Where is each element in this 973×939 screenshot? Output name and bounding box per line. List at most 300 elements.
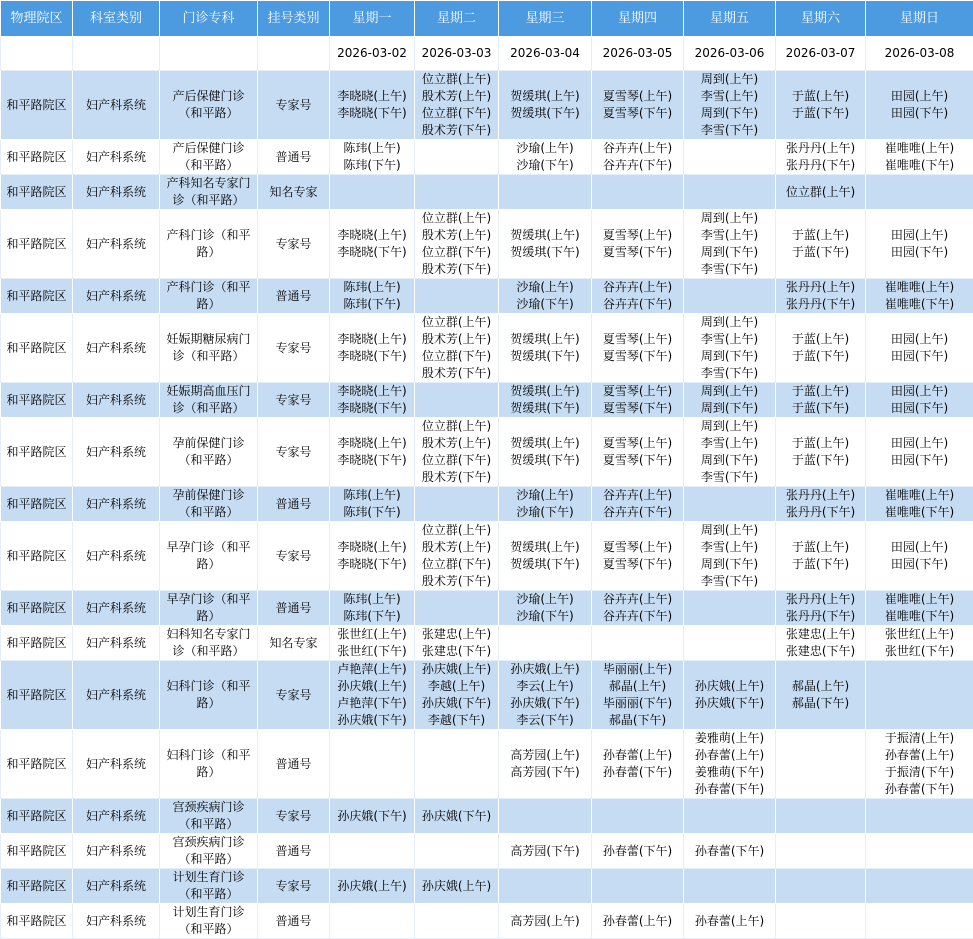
slot-cell-thursday — [592, 383, 684, 418]
schedule-row — [1, 626, 973, 661]
doctor-slot: 毕丽丽(下午) — [593, 695, 682, 712]
slot-cell-thursday — [592, 210, 684, 279]
slot-cell-friday — [684, 522, 776, 591]
doctor-slot: 孙春蕾(下午) — [867, 781, 972, 798]
doctor-slot: 孙庆娥(下午) — [685, 695, 774, 712]
slot-cell-wednesday — [499, 591, 592, 626]
header-wednesday: 星期三 — [499, 1, 592, 37]
doctor-slot: 田园(上午) — [867, 383, 972, 400]
doctor-slot: 殷术芳(下午) — [416, 469, 497, 486]
dept-cell: 妇产科系统 — [73, 904, 160, 939]
doctor-slot: 李晓晓(上午) — [331, 227, 413, 244]
doctor-slot: 于振清(下午) — [867, 764, 972, 781]
doctor-slot: 位立群(上午) — [416, 71, 497, 88]
doctor-slot: 贺缓琪(下午) — [500, 348, 590, 365]
doctor-slot: 孙庆娥(上午) — [685, 678, 774, 695]
doctor-slot: 李雪(上午) — [685, 435, 774, 452]
slot-cell-wednesday — [499, 175, 592, 210]
clinic-cell: 妇科知名专家门诊（和平路） — [160, 626, 258, 661]
doctor-slot: 陈玮(下午) — [331, 296, 413, 313]
doctor-slot: 谷卉卉(下午) — [593, 504, 682, 521]
doctor-slot: 崔唯唯(上午) — [867, 591, 972, 608]
doctor-slot: 张丹丹(上午) — [777, 279, 864, 296]
slot-cell-sunday — [866, 418, 973, 487]
slot-cell-saturday — [776, 487, 866, 522]
doctor-slot: 谷卉卉(上午) — [593, 487, 682, 504]
clinic-cell: 产科知名专家门诊（和平路） — [160, 175, 258, 210]
slot-cell-monday — [330, 175, 415, 210]
slot-cell-friday — [684, 626, 776, 661]
slot-cell-thursday — [592, 626, 684, 661]
doctor-slot: 陈玮(上午) — [331, 487, 413, 504]
doctor-slot: 张丹丹(上午) — [777, 140, 864, 157]
header-clinic: 门诊专科 — [160, 1, 258, 37]
schedule-row — [1, 591, 973, 626]
dept-cell: 妇产科系统 — [73, 661, 160, 730]
slot-cell-wednesday — [499, 418, 592, 487]
doctor-slot: 李晓晓(上午) — [331, 383, 413, 400]
doctor-slot: 张建忠(上午) — [777, 626, 864, 643]
header-saturday: 星期六 — [776, 1, 866, 37]
doctor-slot: 贺缓琪(上午) — [500, 88, 590, 105]
doctor-slot: 殷术芳(上午) — [416, 88, 497, 105]
doctor-slot: 沙瑜(上午) — [500, 487, 590, 504]
reg-type-cell: 普通号 — [258, 140, 330, 175]
slot-cell-monday — [330, 799, 415, 834]
slot-cell-thursday — [592, 418, 684, 487]
header-reg-type: 挂号类别 — [258, 1, 330, 37]
dept-cell: 妇产科系统 — [73, 799, 160, 834]
dept-cell: 妇产科系统 — [73, 522, 160, 591]
dept-cell: 妇产科系统 — [73, 626, 160, 661]
slot-cell-tuesday — [415, 210, 499, 279]
doctor-slot: 崔唯唯(上午) — [867, 279, 972, 296]
doctor-slot: 田园(上午) — [867, 539, 972, 556]
slot-cell-thursday — [592, 834, 684, 869]
doctor-slot: 李雪(下午) — [685, 469, 774, 486]
doctor-slot: 夏雪琴(下午) — [593, 556, 682, 573]
doctor-slot: 于蓝(下午) — [777, 105, 864, 122]
reg-type-cell: 普通号 — [258, 904, 330, 939]
date-monday: 2026-03-02 — [330, 37, 415, 71]
reg-type-cell: 专家号 — [258, 799, 330, 834]
doctor-slot: 李云(上午) — [500, 678, 590, 695]
dept-cell: 妇产科系统 — [73, 591, 160, 626]
doctor-slot: 李雪(下午) — [685, 122, 774, 139]
dept-cell: 妇产科系统 — [73, 383, 160, 418]
doctor-slot: 田园(下午) — [867, 452, 972, 469]
slot-cell-wednesday — [499, 626, 592, 661]
slot-cell-friday — [684, 383, 776, 418]
doctor-slot: 夏雪琴(上午) — [593, 383, 682, 400]
slot-cell-saturday — [776, 730, 866, 799]
doctor-slot: 谷卉卉(下午) — [593, 608, 682, 625]
doctor-slot: 张丹丹(上午) — [777, 487, 864, 504]
slot-cell-monday — [330, 834, 415, 869]
slot-cell-sunday — [866, 279, 973, 314]
doctor-slot: 陈玮(上午) — [331, 279, 413, 296]
date-blank — [73, 37, 160, 71]
dept-cell: 妇产科系统 — [73, 730, 160, 799]
doctor-slot: 殷术芳(下午) — [416, 122, 497, 139]
doctor-slot: 沙瑜(上午) — [500, 140, 590, 157]
doctor-slot: 于蓝(上午) — [777, 383, 864, 400]
doctor-slot: 贺缓琪(上午) — [500, 539, 590, 556]
doctor-slot: 沙瑜(上午) — [500, 591, 590, 608]
slot-cell-sunday — [866, 175, 973, 210]
schedule-row — [1, 383, 973, 418]
doctor-slot: 李晓晓(上午) — [331, 331, 413, 348]
doctor-slot: 沙瑜(下午) — [500, 157, 590, 174]
slot-cell-tuesday — [415, 71, 499, 140]
schedule-row — [1, 869, 973, 904]
slot-cell-sunday — [866, 210, 973, 279]
doctor-slot: 李雪(上午) — [685, 227, 774, 244]
doctor-slot: 陈玮(下午) — [331, 608, 413, 625]
slot-cell-wednesday — [499, 487, 592, 522]
slot-cell-tuesday — [415, 591, 499, 626]
slot-cell-monday — [330, 730, 415, 799]
slot-cell-friday — [684, 140, 776, 175]
slot-cell-monday — [330, 591, 415, 626]
doctor-slot: 孙春蕾(上午) — [685, 913, 774, 930]
schedule-row — [1, 661, 973, 730]
campus-cell: 和平路院区 — [1, 522, 73, 591]
slot-cell-tuesday — [415, 799, 499, 834]
doctor-slot: 位立群(上午) — [416, 418, 497, 435]
slot-cell-thursday — [592, 591, 684, 626]
doctor-slot: 孙庆娥(上午) — [416, 878, 497, 895]
slot-cell-saturday — [776, 210, 866, 279]
campus-cell: 和平路院区 — [1, 591, 73, 626]
campus-cell: 和平路院区 — [1, 140, 73, 175]
doctor-slot: 殷术芳(上午) — [416, 539, 497, 556]
slot-cell-saturday — [776, 418, 866, 487]
doctor-slot: 李雪(上午) — [685, 88, 774, 105]
doctor-slot: 郝晶(下午) — [777, 695, 864, 712]
slot-cell-tuesday — [415, 383, 499, 418]
slot-cell-sunday — [866, 730, 973, 799]
doctor-slot: 沙瑜(下午) — [500, 504, 590, 521]
slot-cell-tuesday — [415, 661, 499, 730]
doctor-slot: 周到(下午) — [685, 400, 774, 417]
doctor-slot: 夏雪琴(上午) — [593, 227, 682, 244]
doctor-slot: 李雪(下午) — [685, 365, 774, 382]
campus-cell: 和平路院区 — [1, 279, 73, 314]
dept-cell: 妇产科系统 — [73, 487, 160, 522]
campus-cell: 和平路院区 — [1, 661, 73, 730]
doctor-slot: 周到(上午) — [685, 418, 774, 435]
slot-cell-tuesday — [415, 175, 499, 210]
doctor-slot: 李雪(下午) — [685, 261, 774, 278]
schedule-row — [1, 175, 973, 210]
doctor-slot: 周到(下午) — [685, 348, 774, 365]
doctor-slot: 张世红(下午) — [867, 643, 972, 660]
dept-cell: 妇产科系统 — [73, 210, 160, 279]
slot-cell-friday — [684, 591, 776, 626]
slot-cell-friday — [684, 71, 776, 140]
doctor-slot: 位立群(上午) — [777, 184, 864, 201]
doctor-slot: 殷术芳(下午) — [416, 261, 497, 278]
slot-cell-tuesday — [415, 279, 499, 314]
doctor-slot: 贺缓琪(上午) — [500, 331, 590, 348]
slot-cell-wednesday — [499, 383, 592, 418]
doctor-slot: 李雪(上午) — [685, 331, 774, 348]
header-thursday: 星期四 — [592, 1, 684, 37]
doctor-slot: 于蓝(上午) — [777, 331, 864, 348]
slot-cell-saturday — [776, 799, 866, 834]
slot-cell-friday — [684, 314, 776, 383]
slot-cell-tuesday — [415, 487, 499, 522]
doctor-slot: 毕丽丽(上午) — [593, 661, 682, 678]
slot-cell-wednesday — [499, 279, 592, 314]
slot-cell-monday — [330, 626, 415, 661]
doctor-slot: 张建忠(上午) — [416, 626, 497, 643]
reg-type-cell: 普通号 — [258, 834, 330, 869]
slot-cell-saturday — [776, 626, 866, 661]
slot-cell-monday — [330, 869, 415, 904]
doctor-slot: 张建忠(下午) — [416, 643, 497, 660]
doctor-slot: 崔唯唯(下午) — [867, 296, 972, 313]
header-sunday: 星期日 — [866, 1, 973, 37]
reg-type-cell: 普通号 — [258, 487, 330, 522]
doctor-slot: 孙春蕾(下午) — [685, 781, 774, 798]
doctor-slot: 孙春蕾(下午) — [593, 764, 682, 781]
dept-cell: 妇产科系统 — [73, 175, 160, 210]
slot-cell-monday — [330, 210, 415, 279]
slot-cell-friday — [684, 869, 776, 904]
doctor-slot: 殷术芳(上午) — [416, 435, 497, 452]
campus-cell: 和平路院区 — [1, 626, 73, 661]
slot-cell-saturday — [776, 869, 866, 904]
clinic-cell: 早孕门诊（和平路） — [160, 591, 258, 626]
slot-cell-monday — [330, 661, 415, 730]
doctor-slot: 郝晶(下午) — [593, 712, 682, 729]
doctor-slot: 于蓝(下午) — [777, 244, 864, 261]
date-thursday: 2026-03-05 — [592, 37, 684, 71]
slot-cell-thursday — [592, 175, 684, 210]
doctor-slot: 位立群(下午) — [416, 452, 497, 469]
slot-cell-sunday — [866, 522, 973, 591]
doctor-slot: 殷术芳(上午) — [416, 227, 497, 244]
slot-cell-saturday — [776, 175, 866, 210]
campus-cell: 和平路院区 — [1, 314, 73, 383]
slot-cell-sunday — [866, 626, 973, 661]
doctor-slot: 李晓晓(下午) — [331, 105, 413, 122]
dept-cell: 妇产科系统 — [73, 279, 160, 314]
doctor-slot: 位立群(上午) — [416, 314, 497, 331]
doctor-slot: 于蓝(下午) — [777, 348, 864, 365]
doctor-slot: 贺缓琪(上午) — [500, 435, 590, 452]
doctor-slot: 崔唯唯(上午) — [867, 140, 972, 157]
campus-cell: 和平路院区 — [1, 175, 73, 210]
doctor-slot: 夏雪琴(下午) — [593, 105, 682, 122]
doctor-slot: 孙庆娥(上午) — [416, 661, 497, 678]
doctor-slot: 田园(上午) — [867, 227, 972, 244]
doctor-slot: 李晓晓(上午) — [331, 539, 413, 556]
doctor-slot: 沙瑜(下午) — [500, 608, 590, 625]
doctor-slot: 孙春蕾(上午) — [593, 747, 682, 764]
reg-type-cell: 专家号 — [258, 383, 330, 418]
slot-cell-saturday — [776, 591, 866, 626]
doctor-slot: 孙春蕾(上午) — [685, 747, 774, 764]
slot-cell-tuesday — [415, 314, 499, 383]
slot-cell-monday — [330, 383, 415, 418]
slot-cell-sunday — [866, 487, 973, 522]
schedule-row — [1, 279, 973, 314]
doctor-slot: 孙庆娥(下午) — [331, 808, 413, 825]
doctor-slot: 崔唯唯(下午) — [867, 504, 972, 521]
doctor-slot: 贺缓琪(下午) — [500, 244, 590, 261]
clinic-cell: 孕前保健门诊（和平路） — [160, 418, 258, 487]
doctor-slot: 位立群(下午) — [416, 244, 497, 261]
date-blank — [1, 37, 73, 71]
doctor-slot: 夏雪琴(下午) — [593, 348, 682, 365]
slot-cell-wednesday — [499, 314, 592, 383]
slot-cell-thursday — [592, 140, 684, 175]
schedule-row — [1, 140, 973, 175]
slot-cell-sunday — [866, 834, 973, 869]
header-monday: 星期一 — [330, 1, 415, 37]
slot-cell-monday — [330, 279, 415, 314]
doctor-slot: 谷卉卉(下午) — [593, 157, 682, 174]
doctor-slot: 高芳园(下午) — [500, 764, 590, 781]
doctor-slot: 张丹丹(下午) — [777, 296, 864, 313]
doctor-slot: 位立群(下午) — [416, 556, 497, 573]
doctor-slot: 孙春蕾(下午) — [685, 843, 774, 860]
slot-cell-tuesday — [415, 834, 499, 869]
doctor-slot: 李晓晓(下午) — [331, 348, 413, 365]
doctor-slot: 于蓝(上午) — [777, 227, 864, 244]
slot-cell-wednesday — [499, 71, 592, 140]
doctor-slot: 于蓝(上午) — [777, 539, 864, 556]
slot-cell-friday — [684, 799, 776, 834]
slot-cell-monday — [330, 140, 415, 175]
doctor-slot: 李晓晓(上午) — [331, 435, 413, 452]
slot-cell-tuesday — [415, 626, 499, 661]
doctor-slot: 李晓晓(下午) — [331, 452, 413, 469]
campus-cell: 和平路院区 — [1, 834, 73, 869]
campus-cell: 和平路院区 — [1, 869, 73, 904]
doctor-slot: 殷术芳(上午) — [416, 331, 497, 348]
slot-cell-thursday — [592, 869, 684, 904]
doctor-slot: 于蓝(下午) — [777, 452, 864, 469]
header-campus: 物理院区 — [1, 1, 73, 37]
doctor-slot: 殷术芳(下午) — [416, 573, 497, 590]
slot-cell-friday — [684, 834, 776, 869]
doctor-slot: 位立群(上午) — [416, 210, 497, 227]
slot-cell-thursday — [592, 730, 684, 799]
doctor-slot: 孙庆娥(下午) — [416, 808, 497, 825]
slot-cell-wednesday — [499, 834, 592, 869]
clinic-cell: 宫颈疾病门诊（和平路） — [160, 834, 258, 869]
slot-cell-sunday — [866, 383, 973, 418]
slot-cell-friday — [684, 730, 776, 799]
date-tuesday: 2026-03-03 — [415, 37, 499, 71]
doctor-slot: 田园(上午) — [867, 435, 972, 452]
doctor-slot: 夏雪琴(上午) — [593, 435, 682, 452]
campus-cell: 和平路院区 — [1, 730, 73, 799]
slot-cell-thursday — [592, 279, 684, 314]
reg-type-cell: 专家号 — [258, 869, 330, 904]
doctor-slot: 谷卉卉(上午) — [593, 140, 682, 157]
slot-cell-saturday — [776, 661, 866, 730]
slot-cell-saturday — [776, 383, 866, 418]
reg-type-cell: 普通号 — [258, 730, 330, 799]
slot-cell-thursday — [592, 314, 684, 383]
doctor-slot: 孙春蕾(上午) — [593, 913, 682, 930]
schedule-row — [1, 522, 973, 591]
clinic-cell: 宫颈疾病门诊（和平路） — [160, 799, 258, 834]
doctor-slot: 陈玮(上午) — [331, 140, 413, 157]
reg-type-cell: 专家号 — [258, 71, 330, 140]
schedule-row — [1, 487, 973, 522]
clinic-cell: 孕前保健门诊（和平路） — [160, 487, 258, 522]
doctor-slot: 田园(下午) — [867, 348, 972, 365]
schedule-row — [1, 210, 973, 279]
schedule-row — [1, 834, 973, 869]
doctor-slot: 陈玮(下午) — [331, 157, 413, 174]
slot-cell-sunday — [866, 661, 973, 730]
dept-cell: 妇产科系统 — [73, 834, 160, 869]
reg-type-cell: 专家号 — [258, 522, 330, 591]
slot-cell-saturday — [776, 522, 866, 591]
doctor-slot: 高芳园(下午) — [500, 843, 590, 860]
date-row — [1, 37, 973, 71]
doctor-slot: 郝晶(上午) — [593, 678, 682, 695]
slot-cell-friday — [684, 210, 776, 279]
doctor-slot: 田园(下午) — [867, 244, 972, 261]
reg-type-cell: 专家号 — [258, 418, 330, 487]
doctor-slot: 周到(下午) — [685, 244, 774, 261]
clinic-cell: 产科门诊（和平路） — [160, 210, 258, 279]
doctor-slot: 位立群(下午) — [416, 348, 497, 365]
doctor-slot: 殷术芳(下午) — [416, 365, 497, 382]
slot-cell-tuesday — [415, 140, 499, 175]
slot-cell-wednesday — [499, 522, 592, 591]
doctor-slot: 李雪(上午) — [685, 539, 774, 556]
doctor-slot: 夏雪琴(下午) — [593, 400, 682, 417]
schedule-body — [1, 71, 973, 939]
doctor-slot: 于蓝(下午) — [777, 556, 864, 573]
slot-cell-wednesday — [499, 210, 592, 279]
reg-type-cell: 普通号 — [258, 279, 330, 314]
slot-cell-wednesday — [499, 869, 592, 904]
doctor-slot: 张丹丹(上午) — [777, 591, 864, 608]
reg-type-cell: 专家号 — [258, 210, 330, 279]
doctor-slot: 张世红(上午) — [331, 626, 413, 643]
reg-type-cell: 普通号 — [258, 591, 330, 626]
doctor-slot: 郝晶(上午) — [777, 678, 864, 695]
doctor-slot: 田园(上午) — [867, 88, 972, 105]
doctor-slot: 姜雅萌(上午) — [685, 730, 774, 747]
doctor-slot: 田园(下午) — [867, 556, 972, 573]
slot-cell-monday — [330, 314, 415, 383]
doctor-slot: 夏雪琴(下午) — [593, 244, 682, 261]
dept-cell: 妇产科系统 — [73, 869, 160, 904]
schedule-row — [1, 799, 973, 834]
slot-cell-tuesday — [415, 869, 499, 904]
campus-cell: 和平路院区 — [1, 418, 73, 487]
doctor-slot: 张丹丹(下午) — [777, 504, 864, 521]
slot-cell-sunday — [866, 71, 973, 140]
slot-cell-monday — [330, 522, 415, 591]
reg-type-cell: 知名专家 — [258, 175, 330, 210]
slot-cell-saturday — [776, 834, 866, 869]
date-saturday: 2026-03-07 — [776, 37, 866, 71]
slot-cell-friday — [684, 487, 776, 522]
doctor-slot: 崔唯唯(下午) — [867, 608, 972, 625]
